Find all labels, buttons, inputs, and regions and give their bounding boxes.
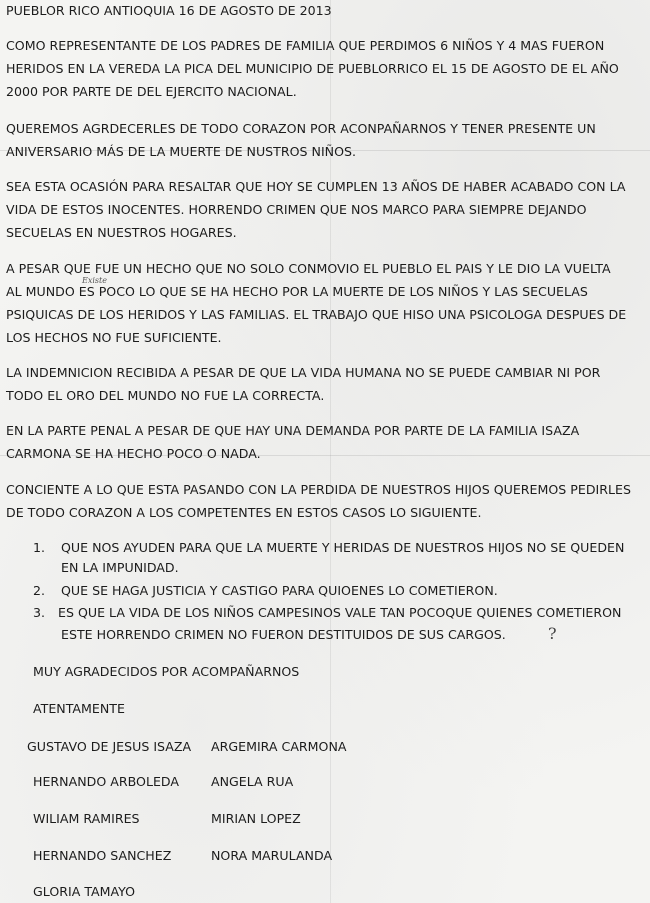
signatory-right-4: NORA MARULANDA — [211, 848, 333, 863]
request-1-number: 1. — [33, 540, 46, 555]
signatory-right-2: ANGELA RUA — [211, 774, 294, 789]
handwritten-question-mark: ? — [548, 624, 557, 643]
signatory-left-5: GLORIA TAMAYO — [33, 884, 136, 899]
paragraph-4-line-1: A PESAR QUE FUE UN HECHO QUE NO SOLO CONMOVIO EL PUEBLO EL PAIS Y LE DIO LA VUELTA — [6, 261, 611, 276]
paragraph-4-line-4: LOS HECHOS NO FUE SUFICIENTE. — [6, 330, 222, 345]
paragraph-1-line-2: HERIDOS EN LA VEREDA LA PICA DEL MUNICIPIO DE PUEBLORRICO EL 15 DE AGOSTO DE EL AÑO — [6, 61, 619, 76]
paragraph-6-line-2: CARMONA SE HA HECHO POCO O NADA. — [6, 446, 261, 461]
request-1-line-1: QUE NOS AYUDEN PARA QUE LA MUERTE Y HERIDAS DE NUESTROS HIJOS NO SE QUEDEN — [61, 540, 625, 555]
signatory-left-1: GUSTAVO DE JESUS ISAZA — [27, 739, 192, 754]
request-2-number: 2. — [33, 583, 46, 598]
paragraph-1-line-3: 2000 POR PARTE DE DEL EJERCITO NACIONAL. — [6, 84, 297, 99]
request-3-line-1: ES QUE LA VIDA DE LOS NIÑOS CAMPESINOS VALE TAN POCOQUE QUIENES COMETIERON — [58, 605, 622, 620]
paragraph-5-line-2: TODO EL ORO DEL MUNDO NO FUE LA CORRECTA. — [6, 388, 325, 403]
closing-line: MUY AGRADECIDOS POR ACOMPAÑARNOS — [33, 664, 300, 679]
paragraph-7-line-2: DE TODO CORAZON A LOS COMPETENTES EN ESTOS CASOS LO SIGUIENTE. — [6, 505, 482, 520]
paragraph-3-line-2: VIDA DE ESTOS INOCENTES. HORRENDO CRIMEN QUE NOS MARCO PARA SIEMPRE DEJANDO — [6, 202, 587, 217]
letter-header: PUEBLOR RICO ANTIOQUIA 16 DE AGOSTO DE 2013 — [6, 3, 332, 18]
salutation: ATENTAMENTE — [33, 701, 125, 716]
request-3-number: 3. — [33, 605, 46, 620]
paragraph-3-line-3: SECUELAS EN NUESTROS HOGARES. — [6, 225, 237, 240]
paragraph-7-line-1: CONCIENTE A LO QUE ESTA PASANDO CON LA PERDIDA DE NUESTROS HIJOS QUEREMOS PEDIRLES — [6, 482, 631, 497]
signatory-left-2: HERNANDO ARBOLEDA — [33, 774, 180, 789]
paragraph-4-line-2: AL MUNDO ES POCO LO QUE SE HA HECHO POR LA MUERTE DE LOS NIÑOS Y LAS SECUELAS — [6, 284, 588, 299]
handwritten-annotation: Existe — [82, 276, 107, 285]
paragraph-2-line-2: ANIVERSARIO MÁS DE LA MUERTE DE NUSTROS NIÑOS. — [6, 144, 356, 159]
signatory-left-3: WILIAM RAMIRES — [33, 811, 140, 826]
paragraph-6-line-1: EN LA PARTE PENAL A PESAR DE QUE HAY UNA DEMANDA POR PARTE DE LA FAMILIA ISAZA — [6, 423, 580, 438]
paragraph-2-line-1: QUEREMOS AGRDECERLES DE TODO CORAZON POR ACONPAÑARNOS Y TENER PRESENTE UN — [6, 121, 596, 136]
paragraph-4-line-3: PSIQUICAS DE LOS HERIDOS Y LAS FAMILIAS. EL TRABAJO QUE HISO UNA PSICOLOGA DESPUES DE — [6, 307, 627, 322]
request-3-line-2: ESTE HORRENDO CRIMEN NO FUERON DESTITUIDOS DE SUS CARGOS. — [61, 627, 506, 642]
paragraph-5-line-1: LA INDEMNICION RECIBIDA A PESAR DE QUE LA VIDA HUMANA NO SE PUEDE CAMBIAR NI POR — [6, 365, 601, 380]
request-2-line-1: QUE SE HAGA JUSTICIA Y CASTIGO PARA QUIOENES LO COMETIERON. — [61, 583, 498, 598]
paragraph-1-line-1: COMO REPRESENTANTE DE LOS PADRES DE FAMILIA QUE PERDIMOS 6 NIÑOS Y 4 MAS FUERON — [6, 38, 605, 53]
request-1-line-2: EN LA IMPUNIDAD. — [61, 560, 179, 575]
signatory-right-3: MIRIAN LOPEZ — [211, 811, 301, 826]
paragraph-3-line-1: SEA ESTA OCASIÓN PARA RESALTAR QUE HOY SE CUMPLEN 13 AÑOS DE HABER ACABADO CON LA — [6, 179, 626, 194]
signatory-right-1: ARGEMIRA CARMONA — [211, 739, 347, 754]
signatory-left-4: HERNANDO SANCHEZ — [33, 848, 172, 863]
